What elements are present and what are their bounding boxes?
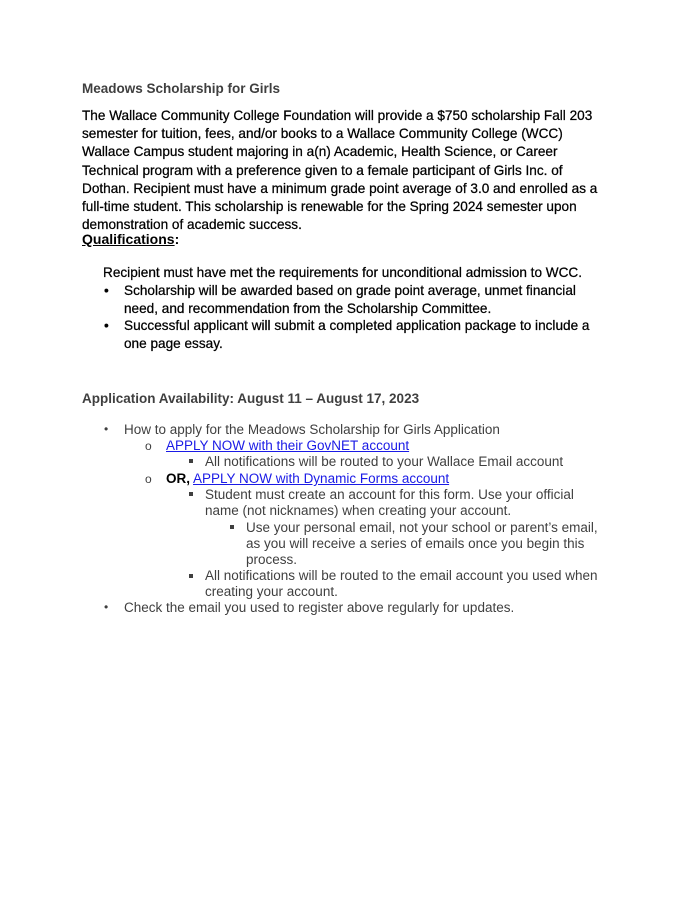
list-item-line: Scholarship will be awarded based on grade point average, unmet financial (124, 283, 576, 298)
list-item (103, 317, 603, 352)
qualifications-heading-colon: : (174, 231, 180, 247)
list-item (103, 282, 603, 317)
govnet-note: All notifications will be routed to your Wallace Email account (205, 454, 564, 469)
square-bullet-icon (189, 459, 193, 463)
intro-line: Wallace Campus student majoring in a(n) Academic, Health Science, or Career (82, 144, 558, 160)
page-title: Meadows Scholarship for Girls (82, 81, 281, 96)
apply-govnet-link[interactable]: APPLY NOW with their GovNET account (166, 438, 410, 453)
bullet-icon: • (104, 318, 109, 333)
qualifications-heading (82, 231, 179, 247)
how-to-apply: How to apply for the Meadows Scholarship for Girls Application (124, 422, 500, 437)
list-item-line: need, and recommendation from the Scholarship Committee. (124, 300, 492, 316)
dynamic-note-line: creating your account. (205, 584, 338, 599)
dynamic-note-line: All notifications will be routed to the email account you used when (205, 568, 598, 583)
bullet-icon: • (104, 283, 109, 298)
intro-line: demonstration of academic success. (82, 217, 302, 233)
qualifications-heading-text: Qualifications (82, 231, 175, 247)
apply-dynamic-forms-link[interactable]: APPLY NOW with Dynamic Forms account (193, 471, 450, 486)
circle-bullet-icon: o (145, 439, 152, 453)
or-label: OR, (166, 471, 191, 486)
intro-line: Dothan. Recipient must have a minimum grade point average of 3.0 and enrolled as a (82, 180, 598, 196)
intro-line: Technical program with a preference given to a female participant of Girls Inc. of (82, 162, 563, 178)
personal-email-line: as you will receive a series of emails once you begin this (246, 536, 585, 551)
intro-line: The Wallace Community College Foundation will provide a $750 scholarship Fall 203 (82, 108, 593, 123)
personal-email-line: Use your personal email, not your school or parent’s email, (246, 520, 598, 535)
circle-bullet-icon: o (145, 472, 152, 486)
dynamic-note-line: name (not nicknames) when creating your account. (205, 503, 512, 518)
qualifications-lead: Recipient must have met the requirements for unconditional admission to WCC. (103, 265, 583, 280)
dynamic-note-line: Student must create an account for this form. Use your official (205, 487, 574, 502)
square-bullet-icon (189, 574, 193, 578)
availability-heading: Application Availability: August 11 – August 17, 2023 (82, 391, 420, 406)
list-item-line: one page essay. (124, 335, 223, 351)
square-bullet-icon (230, 525, 234, 529)
check-email-note: Check the email you used to register above regularly for updates. (124, 600, 515, 615)
or-option (166, 470, 449, 487)
square-bullet-icon (189, 492, 193, 496)
list-item-line: Successful applicant will submit a completed application package to include a (124, 318, 590, 333)
intro-paragraph (82, 107, 622, 234)
personal-email-line: process. (246, 552, 298, 567)
intro-line: full-time student. This scholarship is renewable for the Spring 2024 semester upon (82, 199, 577, 215)
qualifications-list (103, 282, 603, 352)
intro-line: semester for tuition, fees, and/or books to a Wallace Community College (WCC) (82, 126, 563, 142)
bullet-icon: • (104, 422, 109, 436)
bullet-icon: • (104, 600, 109, 614)
